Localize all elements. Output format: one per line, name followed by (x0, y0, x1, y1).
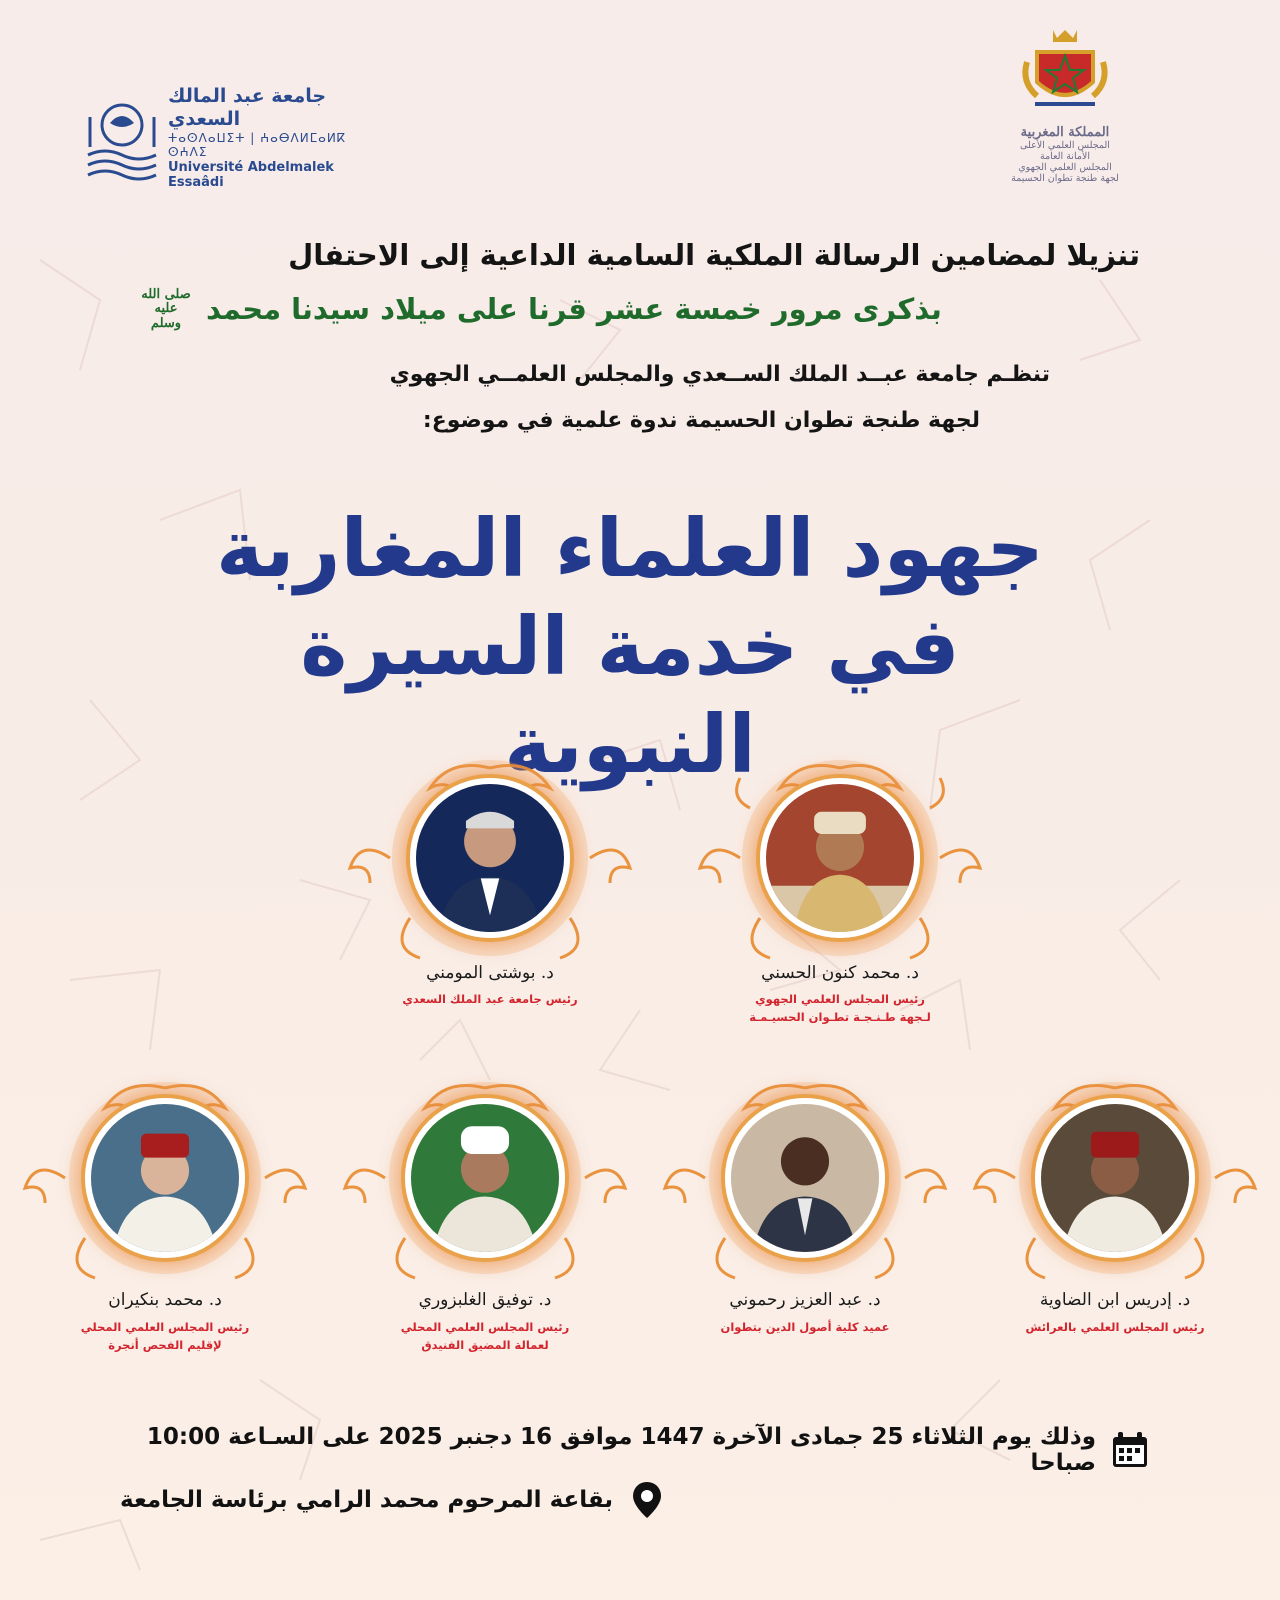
title-line-2: في خدمة السيرة النبوية (300, 600, 960, 791)
speaker-card-6 (15, 1068, 315, 1368)
calendar-icon (1110, 1430, 1150, 1470)
speaker-role-2: لـجهة طـنـجـة تطـوان الحسيـمـة (749, 1010, 931, 1024)
speaker-role-2: لإقليم الفحص أنجرة (108, 1338, 222, 1352)
university-name-fr: Université Abdelmalek Essaâdi (168, 159, 334, 191)
speaker-card-4 (655, 1068, 955, 1368)
royal-emblem-block (990, 22, 1140, 212)
speaker-role-2: لعمالة المضيق الفنيدق (421, 1338, 549, 1352)
university-emblem-icon (84, 93, 160, 183)
speaker-card-3 (965, 1068, 1265, 1368)
honorific-calligraphy: صلى الله عليه وسلم (141, 287, 191, 331)
speaker-name: د. توفيق الغلبزوري (418, 1290, 552, 1310)
speaker-role-1: رئيس المجلس العلمي الجهوي (755, 992, 925, 1006)
event-date-text: وذلك يوم الثلاثاء 25 جمادى الآخرة 1447 موافق 16 دجنبر 2025 على السـاعة 10:00 صباحا (146, 1424, 1096, 1476)
speaker-name: د. محمد بنكيران (108, 1290, 222, 1310)
coat-of-arms-icon (1017, 22, 1113, 118)
speaker-name: د. إدريس ابن الضاوية (1039, 1290, 1191, 1310)
speaker-name: د. عبد العزيز رحموني (729, 1290, 881, 1310)
speaker-name: د. بوشتى المومني (426, 963, 554, 983)
royal-line-3: الأمانة العامة (1040, 150, 1090, 162)
intro-line-4: لجهة طنجة تطوان الحسيمة ندوة علمية في موضوع: (422, 408, 980, 433)
speaker-role-1: رئيس المجلس العلمي المحلي (80, 1320, 250, 1334)
royal-line-2: المجلس العلمي الأعلى (1020, 139, 1110, 151)
royal-line-5: لجهة طنجة تطوان الحسيمة (1011, 172, 1119, 184)
event-date-row (120, 1424, 1150, 1476)
speaker-card-1 (680, 748, 1000, 1048)
speaker-photo (760, 778, 920, 938)
university-logo (84, 85, 384, 191)
title-line-1: جهود العلماء المغاربة (215, 502, 1045, 595)
intro-line-3: تنظـم جامعة عبــد الملك الســعدي والمجلس العلمــي الجهوي (389, 362, 1050, 387)
royal-line-1: المملكة المغربية (1020, 125, 1110, 140)
event-venue-text: بقاعة المرحوم محمد الرامي برئاسة الجامعة (120, 1487, 614, 1513)
speaker-role-1: رئيس المجلس العلمي بالعرائش (1025, 1320, 1205, 1334)
speaker-photo (85, 1098, 245, 1258)
speaker-photo (405, 1098, 565, 1258)
speaker-photo (410, 778, 570, 938)
event-venue-row (120, 1480, 1150, 1520)
intro-line-1: تنزيلا لمضامين الرسالة الملكية السامية الداعية إلى الاحتفال (288, 238, 1140, 272)
speaker-photo (1035, 1098, 1195, 1258)
speaker-role-1: رئيس جامعة عبد الملك السعدي (402, 992, 578, 1006)
university-name-ar: جامعة عبد المالك السعدي (168, 85, 327, 131)
speaker-card-2 (330, 748, 650, 1048)
speaker-photo (725, 1098, 885, 1258)
intro-line-2: بذكرى مرور خمسة عشر قرنا على ميلاد سيدنا محمد (206, 292, 942, 327)
royal-line-4: المجلس العلمي الجهوي (1018, 161, 1112, 173)
speaker-card-5 (335, 1068, 635, 1368)
speaker-role-1: عميد كلية أصول الدين بتطوان (720, 1320, 890, 1334)
university-name-tifinagh: ⵜⴰⵙⴷⴰⵡⵉⵜ | ⵄⴰⴱⴷⵍⵎⴰⵍⴽ ⵙⵄⴷⵉ (168, 130, 347, 160)
speaker-role-1: رئيس المجلس العلمي المحلي (400, 1320, 570, 1334)
speaker-name: د. محمد كنون الحسني (761, 963, 919, 983)
intro-line-2-row (140, 288, 1140, 331)
location-pin-icon (631, 1480, 663, 1520)
